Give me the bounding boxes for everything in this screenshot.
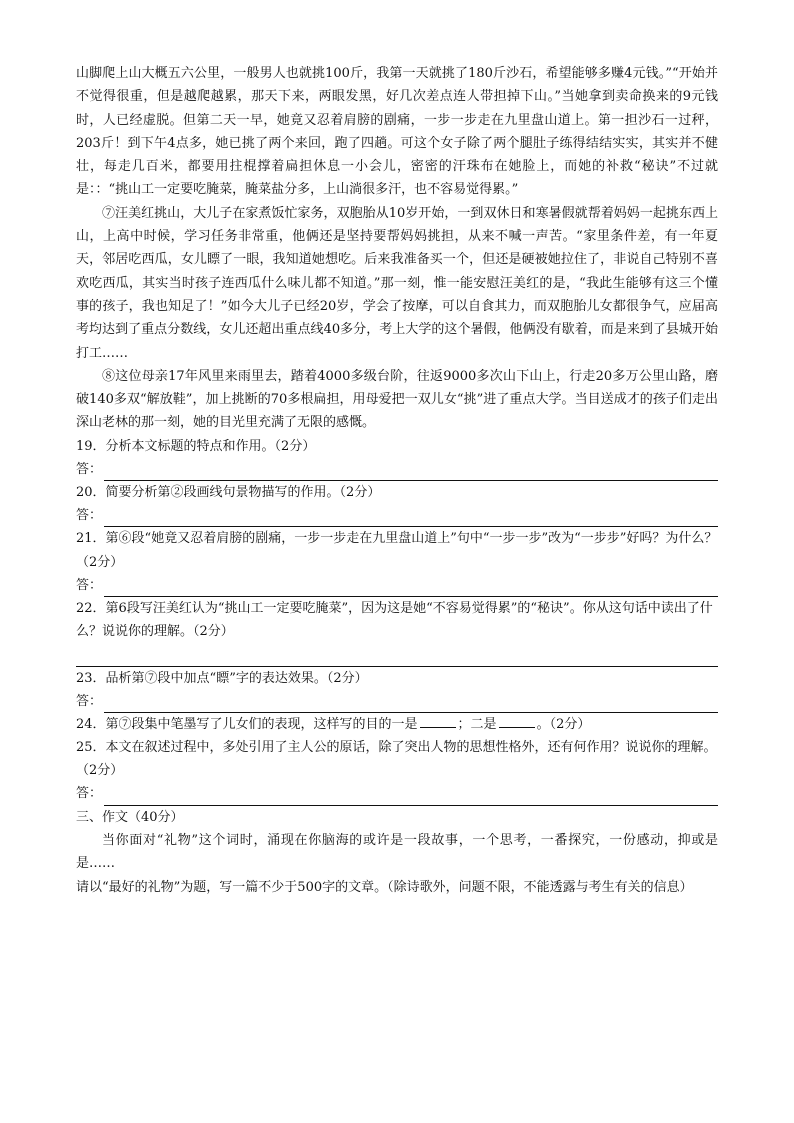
answer-underline (104, 697, 718, 713)
answer-underline (104, 511, 718, 527)
essay-task: 请以“最好的礼物”为题，写一篇不少于500字的文章。（除诗歌外，问题不限，不能透露与考生有关的信息） (76, 879, 693, 895)
answer-line-22[interactable] (76, 644, 718, 667)
answer-line-19[interactable] (76, 458, 718, 481)
question-23: 23．品析第⑦段中加点“瞟”字的表达效果。（2分） (76, 670, 368, 686)
answer-underline (104, 790, 718, 806)
question-19: 19．分析本文标题的特点和作用。（2分） (76, 438, 316, 454)
answer-line-23[interactable] (76, 690, 718, 713)
passage-paragraph-6-continued: 山脚爬上山大概五六公里，一般男人也就挑100斤，我第一天就挑了180斤沙石，希望能够多赚4元钱。”“开始并不觉得很重，但是越爬越累，那天下来，两眼发黑，好几次差点连人带担掉下山。”当她拿到卖命换来的9元钱时，人已经虚脱。但第二天一早，她竟又忍着肩膀的剧痛，一步一步走在九里盘山道上。第一担沙石一过秤，203斤！到下午4点多，她已挑了两个来回，跑了四趟。可这个女子除了两个腿肚子练得结结实实，其实并不健壮，每走几百米，都要用拄棍撑着扁担休息一小会儿，密密的汗珠布在她脸上，而她的补救“秘诀”不过就是：：“挑山工一定要吃腌菜，腌菜盐分多，上山淌很多汗，也不容易觉得累。” (76, 66, 718, 198)
fill-blank-2[interactable] (499, 713, 535, 728)
answer-label: 答： (76, 786, 103, 802)
essay-heading: 三、作文（40分） (76, 809, 184, 825)
question-22: 22．第6段写汪美红认为“挑山工一定要吃腌菜”，因为这是她“不容易觉得累”的“秘诀”。你从这句话中读出了什么？说说你的理解。（2分） (76, 600, 713, 640)
passage-paragraph-8: ⑧这位母亲17年风里来雨里去，踏着4000多级台阶，往返9000多次山下山上，行走20多万公里山路，磨破140多双“解放鞋”，加上挑断的70多根扁担，用母爱把一双儿女“挑”进了重点大学。当目送成才的孩子们走出深山老林的那一刻，她的目光里充满了无限的感慨。 (76, 368, 718, 431)
answer-line-21[interactable] (76, 574, 718, 597)
question-24 (76, 713, 718, 736)
passage-paragraph-7: ⑦汪美红挑山，大儿子在家煮饭忙家务，双胞胎从10岁开始，一到双休日和寒暑假就帮着妈妈一起挑东西上山，上高中时候，学习任务非常重，他俩还是坚持要帮妈妈挑担，从来不喊一声苦。“家里条件差，有一年夏天，邻居吃西瓜，女儿瞟了一眼，我知道她想吃。后来我准备买一个，但还是硬被她拉住了，非说自己特别不喜欢吃西瓜，其实当时孩子连西瓜什么味儿都不知道。”那一刻，惟一能安慰汪美红的是，“我此生能够有这三个懂事的孩子，我也知足了！”如今大儿子已经20岁，学会了按摩，可以自食其力，而双胞胎儿女都很争气，应届高考均达到了重点分数线，女儿还超出重点线40多分，考上大学的这个暑假，他俩没有歇着，而是来到了县城开始打工…… (76, 205, 718, 361)
answer-underline (104, 465, 718, 481)
answer-label: 答： (76, 693, 103, 709)
question-21: 21．第⑥段“她竟又忍着肩膀的剧痛，一步一步走在九里盘山道上”句中“一步一步”改为“一步步”好吗？为什么？（2分） (76, 531, 718, 570)
answer-label: 答： (76, 508, 103, 524)
answer-label: 答： (76, 577, 103, 593)
answer-label: 答： (76, 461, 103, 477)
answer-underline (76, 651, 718, 667)
question-24-text-c: 。（2分） (536, 716, 591, 732)
question-20: 20．简要分析第②段画线句景物描写的作用。（2分） (76, 485, 381, 501)
question-24-text-a: 24．第⑦段集中笔墨写了儿女们的表现，这样写的目的一是 (76, 716, 418, 732)
answer-line-25[interactable] (76, 783, 718, 806)
question-25: 25．本文在叙述过程中，多处引用了主人公的原话，除了突出人物的思想性格外，还有何作用？说说你的理解。（2分） (76, 740, 717, 779)
essay-prompt: 当你面对“礼物”这个词时，涌现在你脑海的或许是一段故事，一个思考，一番探究，一份感动，抑或是是…… (76, 833, 718, 872)
fill-blank-1[interactable] (420, 713, 456, 728)
answer-underline (104, 581, 718, 597)
answer-line-20[interactable] (76, 504, 718, 527)
question-24-text-b: ；二是 (457, 716, 497, 732)
